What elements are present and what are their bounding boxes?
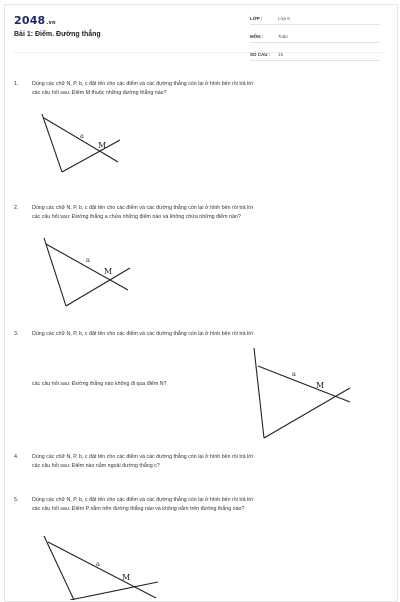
question-text xyxy=(32,496,372,514)
question-text xyxy=(32,453,372,471)
question-line: các câu hỏi sau: Điểm M thuộc những đường thẳng nào? xyxy=(32,90,167,96)
question-text xyxy=(32,330,372,339)
label-M: M xyxy=(122,573,131,582)
label-a: a xyxy=(86,256,90,264)
question-text xyxy=(32,204,372,222)
meta-label: MÔN : xyxy=(250,33,264,39)
meta-value: Toán xyxy=(278,33,288,39)
lesson-title: Bài 1: Điểm. Đường thẳng xyxy=(14,31,101,38)
figure-5 xyxy=(40,530,160,600)
meta-info xyxy=(250,12,380,66)
question-line: Dùng các chữ N, P, b, c đặt tên cho các điểm và các đường thẳng còn lại ở hình bên rồi trả lời xyxy=(32,497,253,503)
figure-line xyxy=(44,238,66,306)
figure-line xyxy=(44,118,118,162)
figure-line xyxy=(70,582,158,600)
label-M: M xyxy=(98,141,107,150)
figure-line xyxy=(48,542,156,598)
question-line: Dùng các chữ N, P, b, c đặt tên cho các điểm và các đường thẳng còn lại ở hình bên rồi trả lời xyxy=(32,454,253,460)
label-M: M xyxy=(316,381,325,390)
figure-2 xyxy=(40,234,135,309)
meta-label: LỚP : xyxy=(250,15,263,21)
figure-line xyxy=(264,388,350,438)
figure-line xyxy=(254,348,264,438)
question-line: các câu hỏi sau: Điểm nào nằm ngoài đường thẳng c? xyxy=(32,463,160,469)
question-line: các câu hỏi sau: Đường thẳng nào không đi qua điểm N? xyxy=(32,381,167,387)
question-number: 4. xyxy=(14,454,19,460)
question-line: các câu hỏi sau: Điểm P nằm trên đường thẳng nào và không nằm trên đường thẳng nào? xyxy=(32,506,245,512)
meta-label: SỐ CÂU : xyxy=(250,51,271,57)
question-line: các câu hỏi sau: Đường thẳng a chứa những điểm nào và không chứa những điểm nào? xyxy=(32,214,241,220)
question-number: 2. xyxy=(14,205,19,211)
question-text xyxy=(32,80,372,98)
question-number: 3. xyxy=(14,331,19,337)
site-logo[interactable] xyxy=(14,14,56,27)
label-a: a xyxy=(292,370,296,378)
meta-row-class xyxy=(250,12,380,25)
question-line: Dùng các chữ N, P, b, c đặt tên cho các điểm và các đường thẳng còn lại ở hình bên rồi trả lời xyxy=(32,331,253,337)
figure-line xyxy=(62,140,120,172)
figure-3 xyxy=(250,344,355,440)
label-M: M xyxy=(104,267,113,276)
logo-text: 2048 xyxy=(14,14,46,27)
label-a: a xyxy=(80,132,84,140)
question-number: 1. xyxy=(14,81,19,87)
figure-line xyxy=(44,536,74,600)
meta-value: 15 xyxy=(278,51,284,57)
question-line: Dùng các chữ N, P, b, c đặt tên cho các điểm và các đường thẳng còn lại ở hình bên rồi trả lời xyxy=(32,81,253,87)
logo-suffix: .vn xyxy=(46,20,56,26)
meta-value: Lớp 6 xyxy=(278,15,290,21)
question-number: 5. xyxy=(14,497,19,503)
meta-row-subject xyxy=(250,30,380,43)
question-line: Dùng các chữ N, P, b, c đặt tên cho các điểm và các đường thẳng còn lại ở hình bên rồi trả lời xyxy=(32,205,253,211)
header-divider xyxy=(14,52,386,53)
label-a: a xyxy=(96,560,100,568)
meta-row-count xyxy=(250,48,380,61)
figure-1 xyxy=(36,110,126,175)
